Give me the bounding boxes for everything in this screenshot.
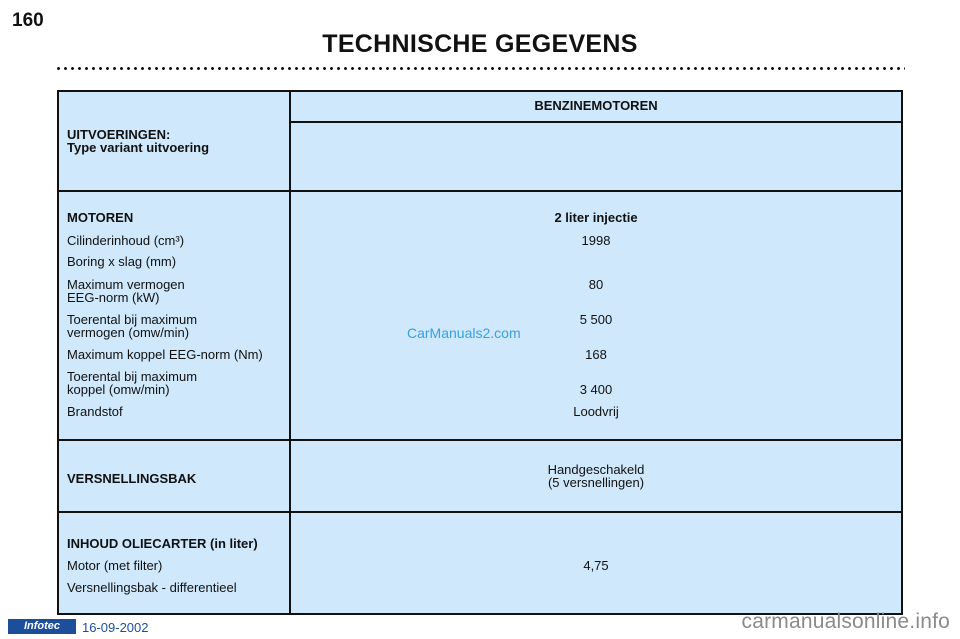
fuel-value: Loodvrij	[573, 404, 619, 419]
page-number: 160	[12, 10, 44, 31]
row-divider-engines	[59, 439, 901, 441]
torque-rpm-value: 3 400	[579, 382, 613, 397]
oil-heading: INHOUD OLIECARTER (in liter)	[67, 536, 258, 551]
column-header-petrol: BENZINEMOTOREN	[534, 98, 658, 113]
engine-name: 2 liter injectie	[554, 210, 638, 225]
spec-table	[57, 90, 903, 615]
torque-rpm-label-line2: koppel (omw/min)	[67, 382, 170, 397]
row-divider-gearbox	[59, 511, 901, 513]
displacement-label: Cilinderinhoud (cm³)	[67, 233, 185, 248]
power-rpm-label-line2: vermogen (omw/min)	[67, 325, 190, 340]
dotted-separator	[55, 66, 905, 71]
oil-engine-value: 4,75	[583, 558, 609, 573]
max-power-value: 80	[588, 277, 604, 292]
bore-stroke-label: Boring x slag (mm)	[67, 254, 177, 269]
torque-rpm-label-line1: Toerental bij maximum	[67, 369, 198, 384]
gearbox-value-line1: Handgeschakeld	[547, 462, 645, 477]
max-torque-label: Maximum koppel EEG-norm (Nm)	[67, 347, 263, 362]
max-torque-value: 168	[585, 347, 607, 362]
infotec-logo: Infotec	[8, 619, 76, 634]
engines-heading: MOTOREN	[67, 210, 134, 225]
row-divider-versions	[59, 190, 901, 192]
page-title: TECHNISCHE GEGEVENS	[322, 30, 638, 58]
displacement-value: 1998	[581, 233, 611, 248]
versions-subheading: Type variant uitvoering	[67, 140, 210, 155]
fuel-label: Brandstof	[67, 404, 123, 419]
versions-heading: UITVOERINGEN:	[67, 127, 171, 142]
power-rpm-value: 5 500	[579, 312, 613, 327]
gearbox-heading: VERSNELLINGSBAK	[67, 471, 197, 486]
row-divider-header	[289, 121, 901, 123]
power-rpm-label-line1: Toerental bij maximum	[67, 312, 198, 327]
footer-date: 16-09-2002	[82, 620, 149, 635]
max-power-label-line2: EEG-norm (kW)	[67, 290, 160, 305]
footer-site-watermark: carmanualsonline.info	[741, 610, 950, 633]
max-power-label-line1: Maximum vermogen	[67, 277, 185, 292]
gearbox-value-line2: (5 versnellingen)	[547, 475, 645, 490]
oil-gearbox-label: Versnellingsbak - differentieel	[67, 580, 237, 595]
oil-engine-label: Motor (met filter)	[67, 558, 163, 573]
watermark-text: CarManuals2.com	[407, 325, 521, 341]
